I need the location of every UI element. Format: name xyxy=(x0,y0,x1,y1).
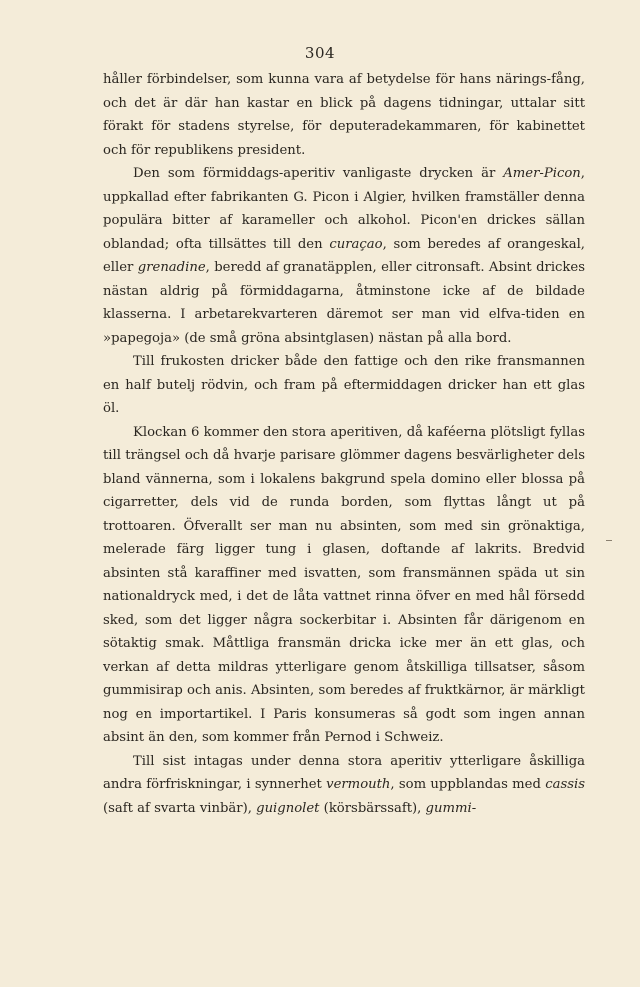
text-segment: Klockan 6 kommer den stora aperitiven, då kaféerna plötsligt fyllas till trängsel och då hvarje parisare glömmer dagens besvärligheter dels bland vännerna, som i lokalens bakgrund spela domino eller blossa på cigarretter, dels vid de runda borden, som flyttas långt ut på trottoaren. Öfverallt ser man nu absinten, som med sin grönaktiga, melerade färg ligger tung i glasen, doftande af lakrits. Bredvid absinten stå karaffiner med isvatten, som fransmännen späda ut sin nationaldryck med, i det de låta vattnet rinna öfver en med hål försedd sked, som det ligger några sockerbitar i. Absinten får därigenom en sötaktig smak. Måttliga fransmän dricka icke mer än ett glas, och verkan af detta mildras ytterligare genom åtskilliga tillsatser, såsom gummisirap och anis. Absinten, som beredes af fruktkärnor, är märkligt nog en importartikel. I Paris konsumeras så godt som ingen annan absint än den, som kommer från Pernod i Schweiz. xyxy=(103,424,585,745)
text-segment: Till frukosten dricker både den fattige och den rike fransmannen en half butelj rödvin, och fram på eftermiddagen dricker han ett glas öl. xyxy=(103,354,585,416)
italic-term: Amer-Picon xyxy=(503,166,581,181)
italic-term: vermouth xyxy=(326,777,391,792)
page-number: 304 xyxy=(304,44,336,62)
text-segment: Den som förmiddags-aperitiv vanligaste drycken är xyxy=(133,166,504,181)
text-block xyxy=(103,68,585,820)
text-segment: , som uppblandas med xyxy=(390,777,546,792)
paragraph xyxy=(103,350,585,421)
paragraph xyxy=(103,750,585,821)
text-segment: håller förbindelser, som kunna vara af betydelse för hans närings-fång, och det är där han kastar en blick på dagens tidningar, uttalar sitt förakt för stadens styrelse, för deputeradekammaren, för kabinettet och för republikens president. xyxy=(103,72,585,158)
italic-term: gummi- xyxy=(425,800,477,816)
italic-term: curaçao xyxy=(329,236,383,252)
text-segment: , beredd af granatäpplen, eller citronsaft. Absint drickes nästan aldrig på förmiddagarna, åtminstone icke af de bildade klasserna. I arbetarekvarteren däremot ser man vid elfva-tiden en »papegoja» (de små gröna absintglasen) nästan på alla bord. xyxy=(103,260,585,346)
text-segment: (saft af svarta vinbär), xyxy=(103,800,257,816)
text-segment: Till sist intagas under denna stora aperitiv ytterligare åskilliga andra förfriskningar, i synnerhet xyxy=(103,753,585,792)
paragraph xyxy=(103,68,585,162)
text-segment: , som beredes af orangeskal, eller xyxy=(103,236,585,275)
italic-term: grenadine xyxy=(137,260,206,275)
margin-mark xyxy=(606,540,612,541)
paragraph xyxy=(103,421,585,750)
text-segment: , uppkallad efter fabrikanten G. Picon i Algier, hvilken framställer denna populära bitter af karameller och alkohol. Picon'en drickes sällan oblandad; ofta tillsättes till den xyxy=(103,166,585,252)
italic-term: guignolet xyxy=(256,800,320,816)
italic-term: cassis xyxy=(545,777,586,792)
paragraph xyxy=(103,162,585,350)
text-segment: (körsbärssaft), xyxy=(319,800,426,816)
